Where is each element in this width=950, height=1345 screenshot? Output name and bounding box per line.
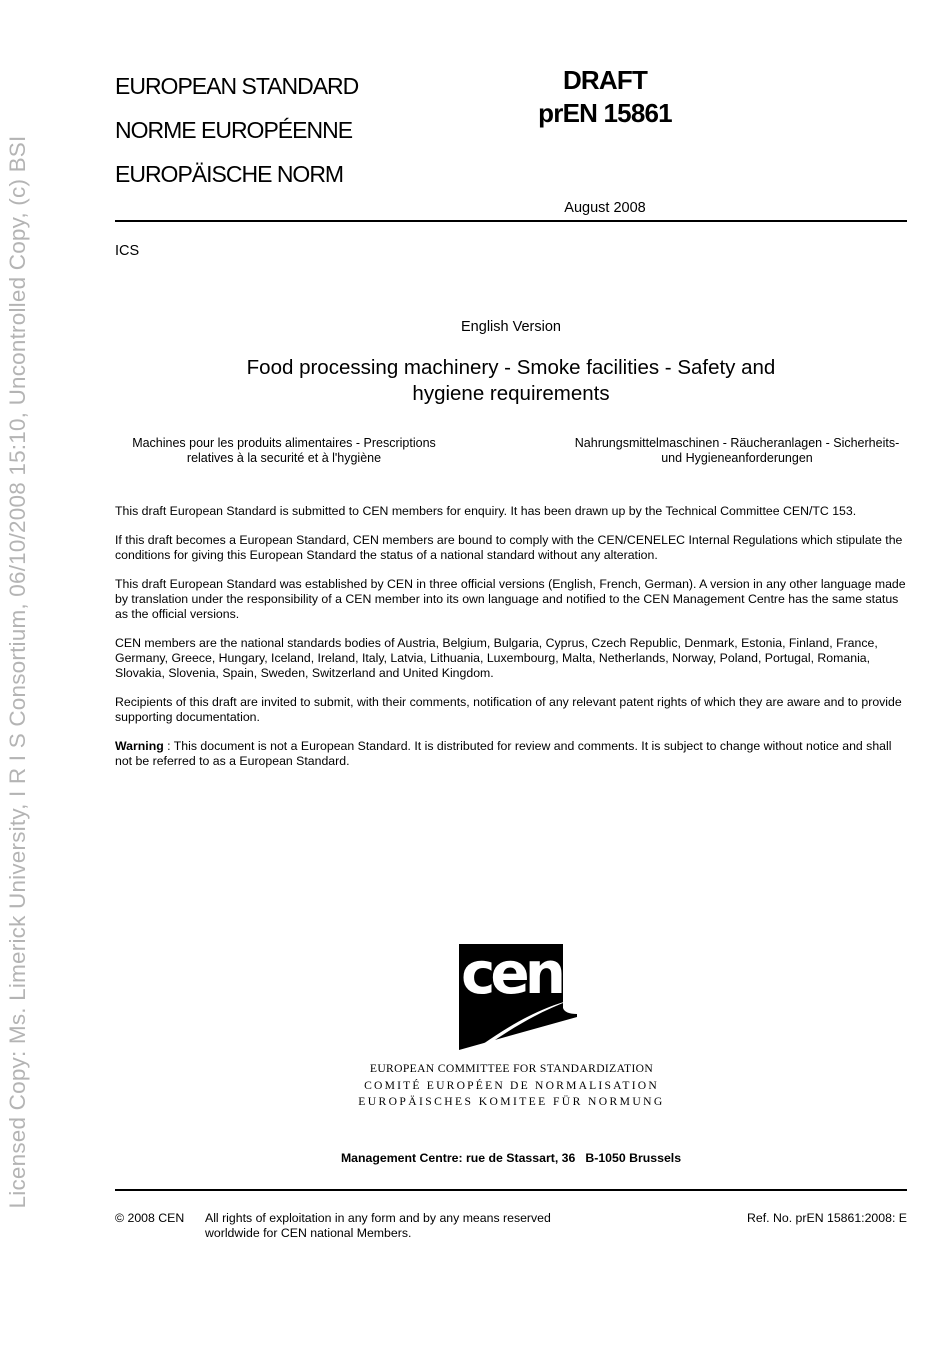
management-address: Management Centre: rue de Stassart, 36	[340, 1151, 576, 1165]
reference-number: Ref. No. prEN 15861:2008: E	[747, 1211, 907, 1225]
management-centre	[115, 1151, 907, 1165]
publication-date: August 2008	[564, 200, 646, 216]
warning-label: Warning	[115, 739, 164, 753]
paragraph: If this draft becomes a European Standard, CEN members are bound to comply with the CEN/CENELEC Internal Regulations which stipulate the conditions for giving this European Standard the status of a national standard without any alteration.	[115, 533, 903, 562]
license-watermark	[0, 0, 36, 1345]
cen-committee-names	[330, 1061, 693, 1111]
draft-block	[500, 64, 710, 130]
cen-logo-graphic	[459, 944, 577, 1050]
draft-label: DRAFT	[562, 65, 648, 95]
title-french: NORME EUROPÉENNE	[115, 117, 353, 143]
german-title-line1: Nahrungsmittelmaschinen - Räucheranlagen - Sicherheits-	[574, 436, 900, 450]
cen-name-french: COMITÉ EUROPÉEN DE NORMALISATION	[364, 1078, 659, 1092]
standard-titles	[115, 64, 358, 196]
rights-notice	[205, 1211, 625, 1241]
body-paragraphs	[115, 504, 910, 783]
paragraph: This draft European Standard was established by CEN in three official versions (English, French, German). A version in any other language made by translation under the responsibility of a CEN member into its own language and notified to the CEN Management Centre has the same status as the official versions.	[115, 577, 906, 621]
warning-text: : This document is not a European Standard. It is distributed for review and comments. It is subject to change without notice and shall not be referred to as a European Standard.	[115, 739, 892, 768]
title-english: EUROPEAN STANDARD	[115, 73, 359, 99]
rights-line1: All rights of exploitation in any form and by any means reserved	[205, 1211, 551, 1225]
copyright: © 2008 CEN	[115, 1211, 185, 1225]
rights-line2: worldwide for CEN national Members.	[205, 1226, 412, 1240]
version-label: English Version	[461, 319, 561, 335]
warning-paragraph	[115, 739, 910, 769]
document-title	[200, 355, 822, 407]
cen-logo-text: cen	[460, 944, 562, 1007]
document-number: prEN 15861	[538, 98, 672, 128]
header-rule	[115, 220, 907, 222]
document-title-line2: hygiene requirements	[412, 382, 610, 405]
paragraph: Recipients of this draft are invited to submit, with their comments, notification of any relevant patent rights of which they are aware and to provide supporting documentation.	[115, 695, 902, 724]
french-title-line2: relatives à la securité et à l'hygiène	[186, 451, 382, 465]
management-city: B-1050 Brussels	[585, 1151, 682, 1165]
cen-name-german: EUROPÄISCHES KOMITEE FÜR NORMUNG	[358, 1095, 665, 1108]
french-title	[115, 436, 453, 466]
german-title	[565, 436, 909, 466]
title-german: EUROPÄISCHE NORM	[115, 161, 344, 187]
ics-label: ICS	[115, 243, 140, 259]
paragraph: This draft European Standard is submitted to CEN members for enquiry. It has been drawn up by the Technical Committee CEN/TC 153.	[115, 504, 857, 518]
cen-logo	[459, 944, 577, 1055]
paragraph: CEN members are the national standards bodies of Austria, Belgium, Bulgaria, Cyprus, Czech Republic, Denmark, Estonia, Finland, France, Germany, Greece, Hungary, Iceland, Ireland, Italy, Latvia, Lithuania, Luxembourg, Malta, Netherlands, Norway, Poland, Portugal, Romania, Slovakia, Slovenia, Spain, Sweden, Switzerland and United Kingdom.	[115, 636, 878, 680]
french-title-line1: Machines pour les produits alimentaires - Prescriptions	[132, 436, 436, 450]
footer-rule	[115, 1189, 907, 1191]
cen-name-english: EUROPEAN COMMITTEE FOR STANDARDIZATION	[369, 1062, 654, 1075]
watermark-text: Licensed Copy: Ms. Limerick University, I R I S Consortium, 06/10/2008 15:10, Uncontrolled Copy, (c) BSI	[5, 135, 30, 1209]
german-title-line2: und Hygieneanforderungen	[661, 451, 813, 465]
document-title-line1: Food processing machinery - Smoke facilities - Safety and	[246, 356, 776, 379]
